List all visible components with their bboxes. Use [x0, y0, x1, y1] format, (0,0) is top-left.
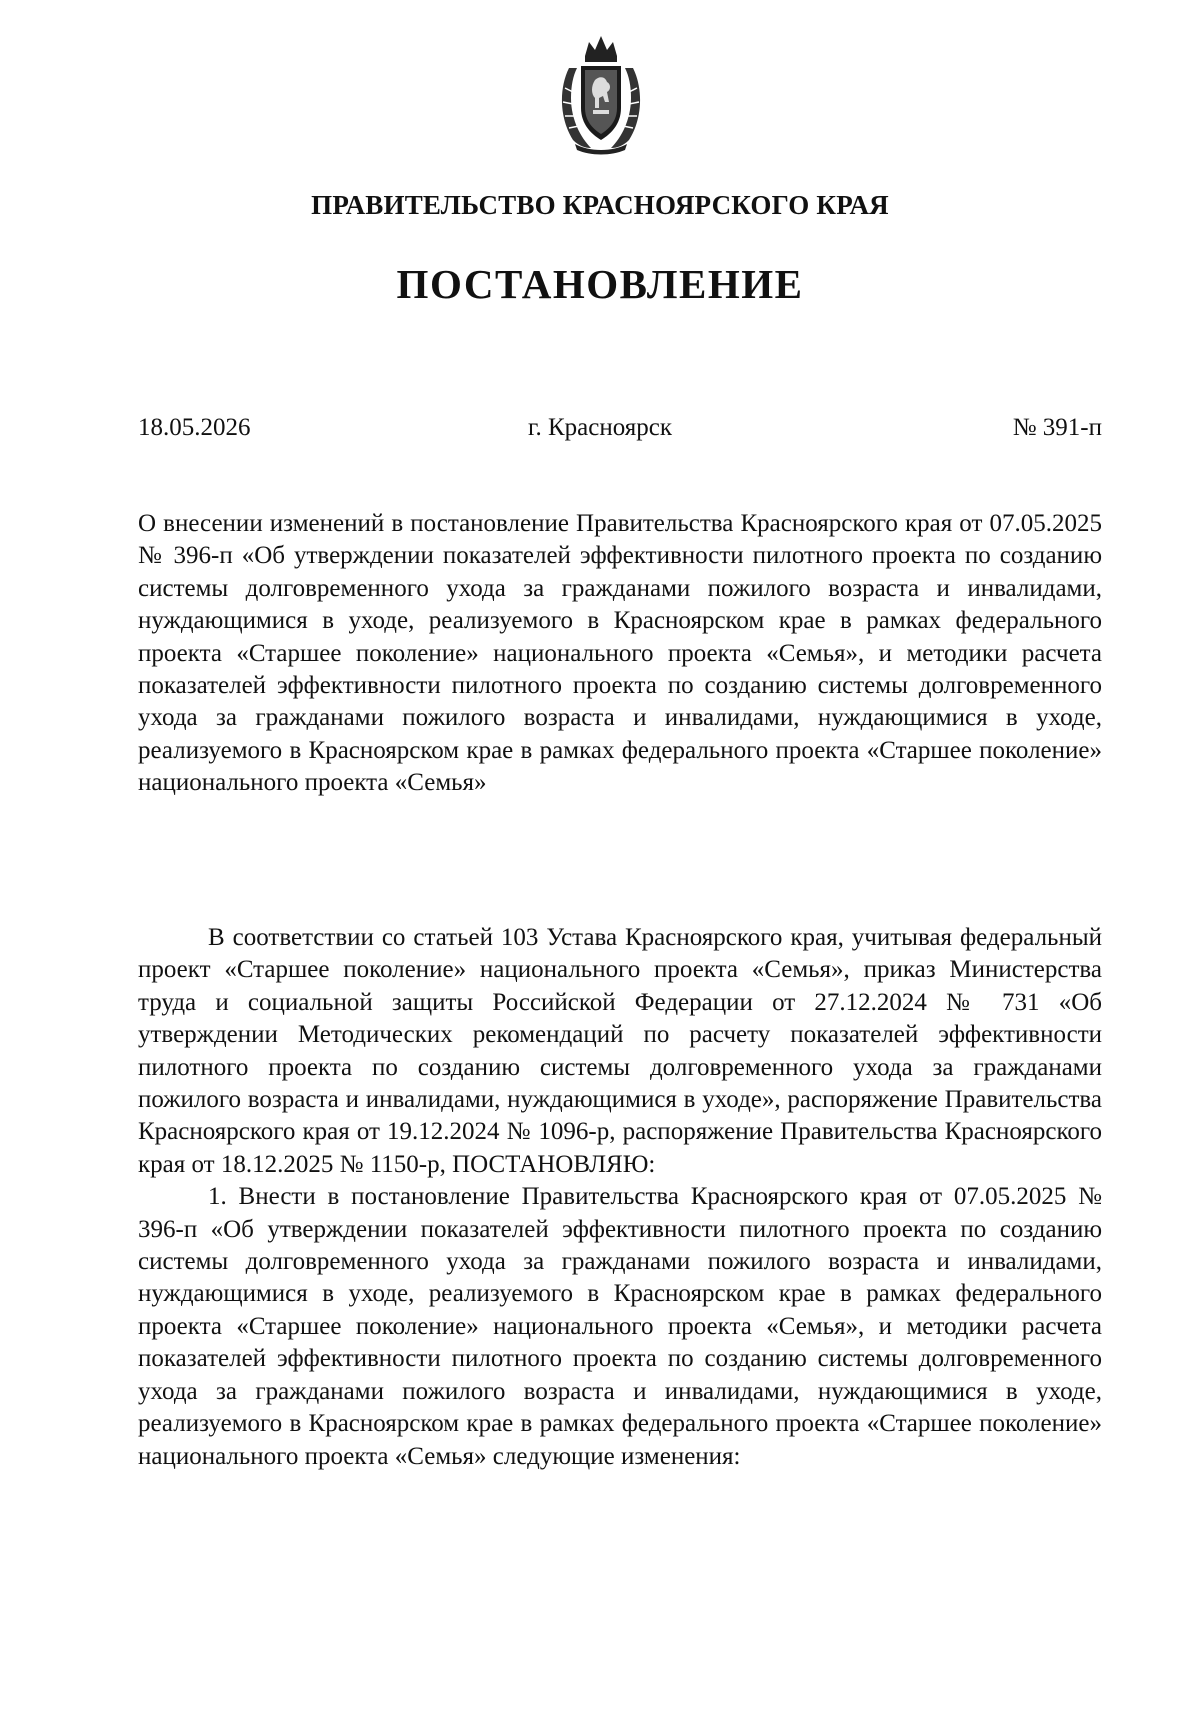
document-number: № 391-п	[1012, 414, 1102, 441]
preamble-paragraph: В соответствии со статьей 103 Устава Красноярского края, учитывая федеральный проект «Старшее поколение» национального проекта «Семья», приказ Министерства труда и социальной защиты Российской Федерации от 27.12.2024 № 731 «Об утверждении Методических рекомендаций по расчету показателей эффективности пилотного проекта по созданию системы долговременного ухода за гражданами пожилого возраста и инвалидами, нуждающимися в уходе», распоряжение Правительства Красноярского края от 19.12.2024 № 1096-р, распоряжение Правительства Красноярского края от 18.12.2025 № 1150-р, ПОСТАНОВЛЯЮ:	[138, 924, 1102, 1178]
organization-heading: ПРАВИТЕЛЬСТВО КРАСНОЯРСКОГО КРАЯ	[311, 190, 889, 220]
document-city: г. Красноярск	[528, 414, 672, 441]
document-title: О внесении изменений в постановление Правительства Красноярского края от 07.05.2025 № 396-п «Об утверждении показателей эффективности пилотного проекта по созданию системы долговременного ухода за гражданами пожилого возраста и инвалидами, нуждающимися в уходе, реализуемого в Красноярском крае в рамках федерального проекта «Старшее поколение» национального проекта «Семья», и методики расчета показателей эффективности пилотного проекта по созданию системы долговременного ухода за гражданами пожилого возраста и инвалидами, нуждающимися в уходе, реализуемого в Красноярском крае в рамках федерального проекта «Старшее поколение» национального проекта «Семья»	[138, 510, 1102, 797]
coat-of-arms-icon	[555, 28, 647, 156]
document-type-heading: ПОСТАНОВЛЕНИЕ	[396, 261, 804, 307]
document-date: 18.05.2026	[138, 414, 251, 441]
item-1-paragraph: 1. Внести в постановление Правительства Красноярского края от 07.05.2025 № 396-п «Об утверждении показателей эффективности пилотного проекта по созданию системы долговременного ухода за гражданами пожилого возраста и инвалидами, нуждающимися в уходе, реализуемого в Красноярском крае в рамках федерального проекта «Старшее поколение» национального проекта «Семья», и методики расчета показателей эффективности пилотного проекта по созданию системы долговременного ухода за гражданами пожилого возраста и инвалидами, нуждающимися в уходе, реализуемого в Красноярском крае в рамках федерального проекта «Старшее поколение» национального проекта «Семья» следующие изменения:	[138, 1183, 1102, 1470]
document-body	[138, 922, 1102, 1473]
